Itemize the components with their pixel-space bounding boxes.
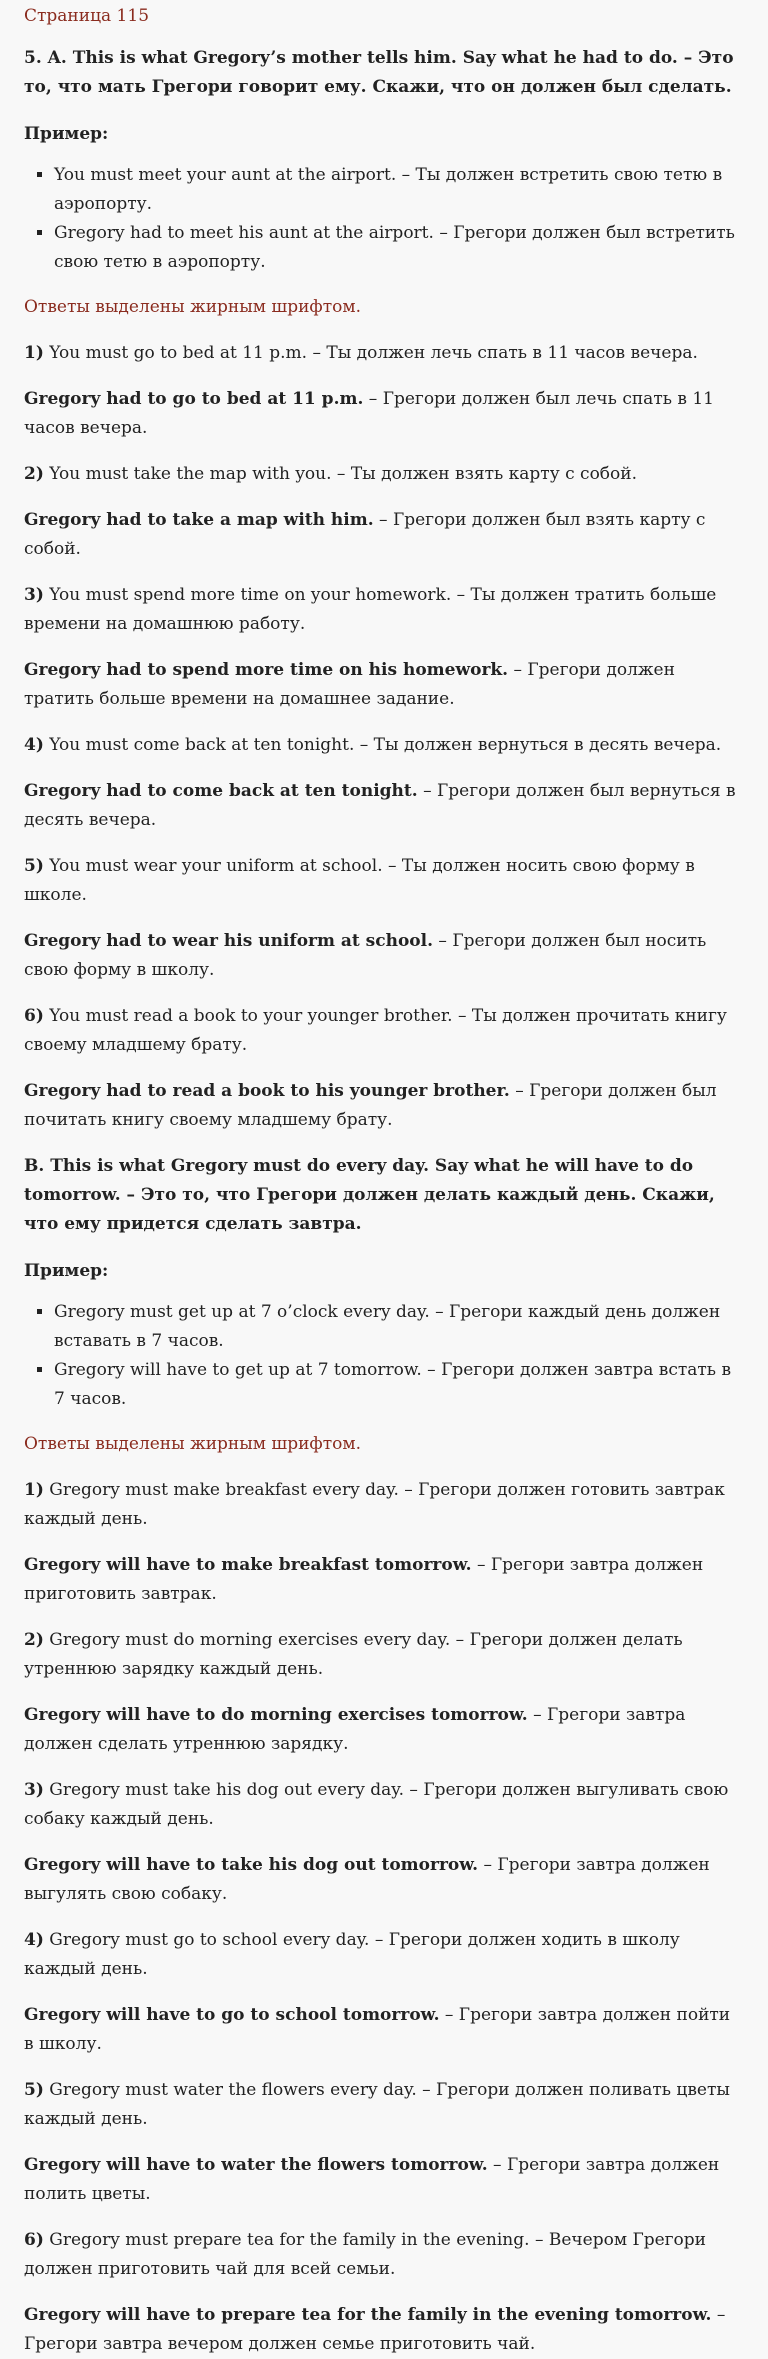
item-number: 4) — [24, 735, 44, 755]
answer-item — [24, 1701, 744, 1759]
item-number: 3) — [24, 1780, 44, 1800]
answer-text: Gregory will have to make breakfast tomorrow. — [24, 1555, 472, 1575]
exercise-item — [24, 852, 744, 910]
item-number: 4) — [24, 1930, 44, 1950]
answer-text: Gregory will have to prepare tea for the family in the evening tomorrow. — [24, 2305, 712, 2325]
item-text: You must wear your uniform at school. – Ты должен носить свою форму в школе. — [24, 856, 695, 905]
item-number: 6) — [24, 2230, 44, 2250]
exercise-item — [24, 1776, 744, 1834]
answer-item — [24, 1551, 744, 1609]
answer-translation: – Грегори завтра должен выгулять свою собаку. — [24, 1855, 710, 1904]
answer-translation: – Грегори завтра вечером должен семье приготовить чай. — [24, 2305, 726, 2354]
item-text: Gregory must go to school every day. – Грегори должен ходить в школу каждый день. — [24, 1930, 680, 1979]
example-item: ▪ You must meet your aunt at the airport. – Ты должен встретить свою тетю в аэропорту. — [54, 161, 744, 219]
answer-text: Gregory had to wear his uniform at school. — [24, 931, 434, 951]
example-list — [24, 161, 744, 277]
example-item: ▪ Gregory will have to get up at 7 tomorrow. – Грегори должен завтра встать в 7 часов. — [54, 1356, 744, 1414]
item-number: 2) — [24, 1630, 44, 1650]
exercise-item — [24, 1002, 744, 1060]
item-text: You must read a book to your younger brother. – Ты должен прочитать книгу своему младшему брату. — [24, 1006, 727, 1055]
item-text: Gregory must make breakfast every day. – Грегори должен готовить завтрак каждый день. — [24, 1480, 725, 1529]
item-text: Gregory must do morning exercises every day. – Грегори должен делать утреннюю зарядку каждый день. — [24, 1630, 683, 1679]
answer-translation: – Грегори должен тратить больше времени на домашнее задание. — [24, 660, 675, 709]
exercise-item — [24, 2226, 744, 2284]
answer-item — [24, 1077, 744, 1135]
answer-text: Gregory had to spend more time on his homework. — [24, 660, 509, 680]
item-text: Gregory must prepare tea for the family in the evening. – Вечером Грегори должен приготовить чай для всей семьи. — [24, 2230, 707, 2279]
example-item: ▪ Gregory must get up at 7 o’clock every day. – Грегори каждый день должен вставать в 7 часов. — [54, 1298, 744, 1356]
item-text: You must come back at ten tonight. – Ты должен вернуться в десять вечера. — [43, 735, 722, 755]
section-b — [24, 1152, 744, 2359]
answer-item — [24, 385, 744, 443]
exercise-item — [24, 581, 744, 639]
answer-translation: – Грегори завтра должен полить цветы. — [24, 2155, 720, 2204]
answer-text: Gregory had to read a book to his younger brother. — [24, 1081, 510, 1101]
answer-item — [24, 2001, 744, 2059]
answer-translation: – Грегори должен был почитать книгу своему младшему брату. — [24, 1081, 717, 1130]
exercise-item — [24, 1476, 744, 1534]
exercise-item — [24, 731, 744, 760]
answer-item — [24, 2151, 744, 2209]
item-number: 1) — [24, 1480, 44, 1500]
answer-translation: – Грегори должен был вернуться в десять вечера. — [24, 781, 736, 830]
exercise-item — [24, 1626, 744, 1684]
answer-item — [24, 1851, 744, 1909]
answer-text: Gregory had to come back at ten tonight. — [24, 781, 418, 801]
item-number: 5) — [24, 2080, 44, 2100]
task-title: B. This is what Gregory must do every day. Say what he will have to do tomorrow. – Это то, что Грегори должен делать каждый день. Скажи, что ему придется сделать завтра. — [24, 1156, 715, 1234]
item-text: Gregory must water the flowers every day. – Грегори должен поливать цветы каждый день. — [24, 2080, 730, 2129]
answer-item — [24, 777, 744, 835]
answer-text: Gregory will have to take his dog out tomorrow. — [24, 1855, 479, 1875]
answer-item — [24, 506, 744, 564]
item-number: 6) — [24, 1006, 44, 1026]
item-text: You must take the map with you. – Ты должен взять карту с собой. — [43, 464, 638, 484]
example-list — [24, 1298, 744, 1414]
answer-item — [24, 656, 744, 714]
item-number: 1) — [24, 343, 44, 363]
section-a — [24, 44, 744, 1135]
answer-translation: – Грегори должен был взять карту с собой. — [24, 510, 706, 559]
answer-translation: – Грегори должен был носить свою форму в школу. — [24, 931, 707, 980]
answer-text: Gregory had to go to bed at 11 p.m. — [24, 389, 364, 409]
answer-text: Gregory will have to go to school tomorrow. — [24, 2005, 440, 2025]
item-text: You must go to bed at 11 p.m. – Ты должен лечь спать в 11 часов вечера. — [43, 343, 698, 363]
item-number: 2) — [24, 464, 44, 484]
answer-translation: – Грегори должен был лечь спать в 11 часов вечера. — [24, 389, 714, 438]
answer-text: Gregory will have to do morning exercises tomorrow. — [24, 1705, 528, 1725]
item-text: You must spend more time on your homework. – Ты должен тратить больше времени на домашнюю работу. — [24, 585, 717, 634]
item-text: Gregory must take his dog out every day. – Грегори должен выгуливать свою собаку каждый день. — [24, 1780, 729, 1829]
example-label: Пример: — [24, 1261, 109, 1281]
answer-text: Gregory had to take a map with him. — [24, 510, 374, 530]
answer-item — [24, 2301, 744, 2359]
exercise-item — [24, 460, 744, 489]
exercise-item — [24, 1926, 744, 1984]
task-title: 5. A. This is what Gregory’s mother tells him. Say what he had to do. – Это то, что мать Грегори говорит ему. Скажи, что он должен был сделать. — [24, 48, 734, 97]
answer-item — [24, 927, 744, 985]
answer-translation: – Грегори завтра должен сделать утреннюю зарядку. — [24, 1705, 686, 1754]
page-label: Страница 115 — [24, 6, 150, 26]
answers-note: Ответы выделены жирным шрифтом. — [24, 1434, 361, 1454]
exercise-item — [24, 339, 744, 368]
answer-translation: – Грегори завтра должен приготовить завтрак. — [24, 1555, 704, 1604]
example-item: ▪ Gregory had to meet his aunt at the airport. – Грегори должен был встретить свою тетю в аэропорту. — [54, 219, 744, 277]
item-number: 3) — [24, 585, 44, 605]
answer-translation: – Грегори завтра должен пойти в школу. — [24, 2005, 731, 2054]
item-number: 5) — [24, 856, 44, 876]
answer-text: Gregory will have to water the flowers tomorrow. — [24, 2155, 488, 2175]
example-label: Пример: — [24, 124, 109, 144]
exercise-item — [24, 2076, 744, 2134]
answers-note: Ответы выделены жирным шрифтом. — [24, 297, 361, 317]
